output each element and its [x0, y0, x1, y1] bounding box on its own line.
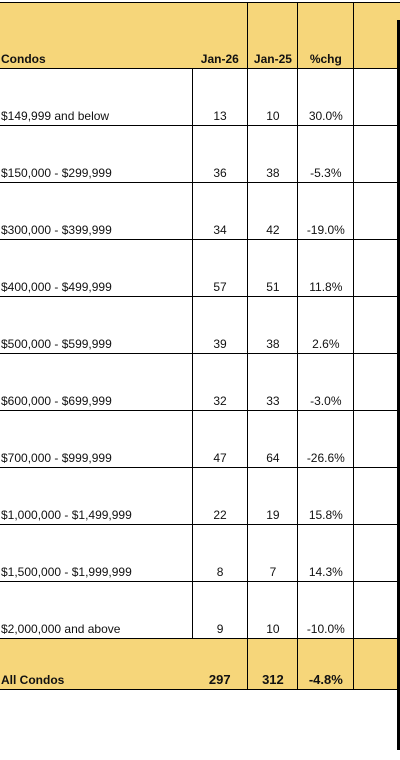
- table-row: [0, 354, 400, 411]
- jan26-count-cell[interactable]: 57: [192, 240, 248, 297]
- jan26-count-cell[interactable]: 8: [192, 525, 248, 582]
- header-row: [0, 3, 400, 69]
- empty-cell[interactable]: [354, 639, 400, 690]
- table-row: [0, 240, 400, 297]
- price-range-cell[interactable]: $400,000 - $499,999: [0, 240, 192, 297]
- table-row: [0, 582, 400, 639]
- price-range-cell[interactable]: $2,000,000 and above: [0, 582, 192, 639]
- header-empty-cell[interactable]: [354, 3, 400, 69]
- price-range-cell[interactable]: $700,000 - $999,999: [0, 411, 192, 468]
- jan25-count-cell[interactable]: 10: [248, 582, 298, 639]
- jan26-count-cell[interactable]: 32: [192, 354, 248, 411]
- pct-change-cell[interactable]: -5.3%: [298, 126, 354, 183]
- table-row: [0, 126, 400, 183]
- jan26-count-cell[interactable]: 13: [192, 69, 248, 126]
- empty-cell[interactable]: [354, 69, 400, 126]
- price-range-cell[interactable]: $150,000 - $299,999: [0, 126, 192, 183]
- total-jan25-cell[interactable]: 312: [248, 639, 298, 690]
- total-row: [0, 639, 400, 690]
- jan25-count-cell[interactable]: 10: [248, 69, 298, 126]
- jan25-count-cell[interactable]: 42: [248, 183, 298, 240]
- pct-change-cell[interactable]: 11.8%: [298, 240, 354, 297]
- jan25-count-cell[interactable]: 38: [248, 126, 298, 183]
- table-row: [0, 183, 400, 240]
- header-jan26[interactable]: Jan-26: [192, 3, 248, 69]
- jan25-count-cell[interactable]: 33: [248, 354, 298, 411]
- jan26-count-cell[interactable]: 34: [192, 183, 248, 240]
- empty-cell[interactable]: [354, 297, 400, 354]
- next-row-cutoff: [0, 749, 400, 760]
- jan26-count-cell[interactable]: 22: [192, 468, 248, 525]
- empty-cell[interactable]: [354, 126, 400, 183]
- jan25-count-cell[interactable]: 38: [248, 297, 298, 354]
- empty-cell[interactable]: [354, 582, 400, 639]
- empty-cell[interactable]: [354, 468, 400, 525]
- empty-cell[interactable]: [354, 183, 400, 240]
- jan25-count-cell[interactable]: 51: [248, 240, 298, 297]
- price-range-cell[interactable]: $600,000 - $699,999: [0, 354, 192, 411]
- table-row: [0, 411, 400, 468]
- jan26-count-cell[interactable]: 36: [192, 126, 248, 183]
- header-jan25[interactable]: Jan-25: [248, 3, 298, 69]
- jan25-count-cell[interactable]: 7: [248, 525, 298, 582]
- jan26-count-cell[interactable]: 9: [192, 582, 248, 639]
- table-row: [0, 69, 400, 126]
- empty-cell[interactable]: [354, 525, 400, 582]
- condo-sales-table: [0, 2, 400, 690]
- pct-change-cell[interactable]: 14.3%: [298, 525, 354, 582]
- pct-change-cell[interactable]: -3.0%: [298, 354, 354, 411]
- price-range-cell[interactable]: $1,500,000 - $1,999,999: [0, 525, 192, 582]
- jan26-count-cell[interactable]: 39: [192, 297, 248, 354]
- price-range-cell[interactable]: $300,000 - $399,999: [0, 183, 192, 240]
- pct-change-cell[interactable]: 15.8%: [298, 468, 354, 525]
- empty-cell[interactable]: [354, 411, 400, 468]
- pct-change-cell[interactable]: 2.6%: [298, 297, 354, 354]
- price-range-cell[interactable]: $149,999 and below: [0, 69, 192, 126]
- header-pct-change[interactable]: %chg: [298, 3, 354, 69]
- jan25-count-cell[interactable]: 64: [248, 411, 298, 468]
- total-label-cell[interactable]: All Condos: [0, 639, 192, 690]
- jan25-count-cell[interactable]: 19: [248, 468, 298, 525]
- total-pct-change-cell[interactable]: -4.8%: [298, 639, 354, 690]
- jan26-count-cell[interactable]: 47: [192, 411, 248, 468]
- price-range-cell[interactable]: $500,000 - $599,999: [0, 297, 192, 354]
- table-row: [0, 297, 400, 354]
- pct-change-cell[interactable]: -10.0%: [298, 582, 354, 639]
- pct-change-cell[interactable]: -26.6%: [298, 411, 354, 468]
- empty-cell[interactable]: [354, 354, 400, 411]
- table-row: [0, 468, 400, 525]
- header-category[interactable]: Condos: [0, 3, 192, 69]
- empty-cell[interactable]: [354, 240, 400, 297]
- price-range-cell[interactable]: $1,000,000 - $1,499,999: [0, 468, 192, 525]
- pct-change-cell[interactable]: 30.0%: [298, 69, 354, 126]
- pct-change-cell[interactable]: -19.0%: [298, 183, 354, 240]
- total-jan26-cell[interactable]: 297: [192, 639, 248, 690]
- table-row: [0, 525, 400, 582]
